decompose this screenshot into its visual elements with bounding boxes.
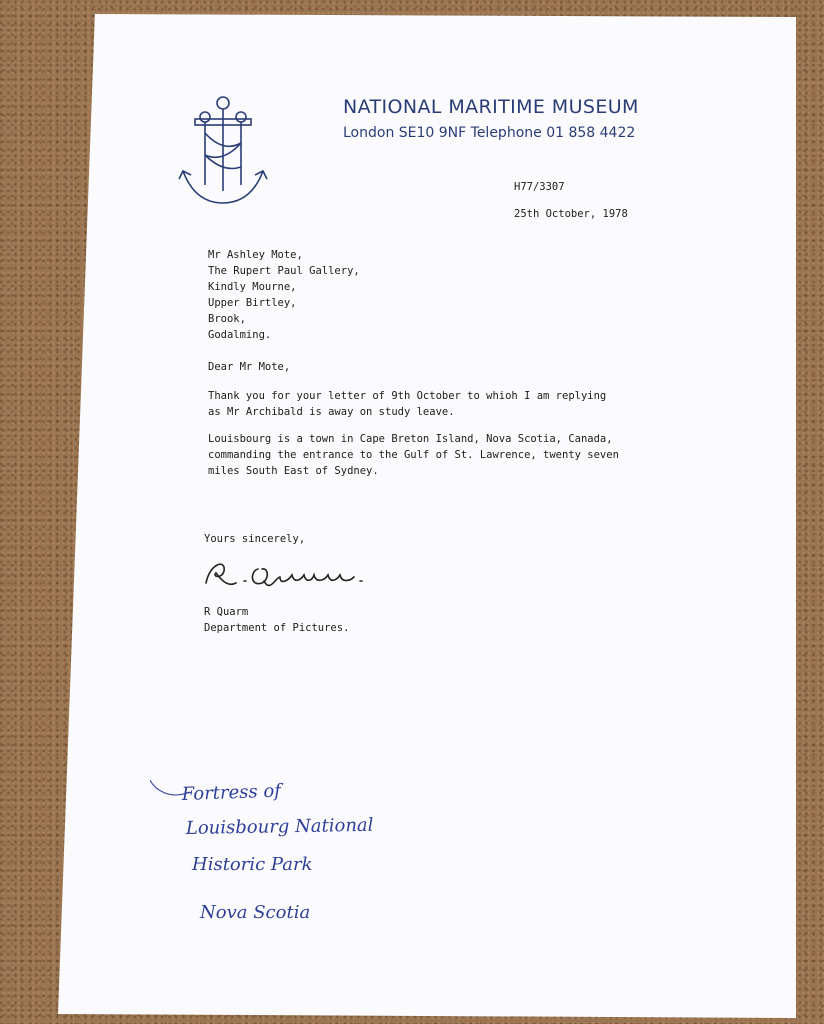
closing: Yours sincerely, bbox=[204, 533, 306, 545]
body-paragraph-1: Thank you for your letter of 9th October to whioh I am replying as Mr Archibald is away on study leave. bbox=[208, 390, 607, 418]
letter-date: 25th October, 1978 bbox=[514, 208, 628, 220]
handwritten-note bbox=[150, 770, 450, 930]
handwritten-line-3: Historic Park bbox=[192, 854, 313, 875]
museum-name: NATIONAL MARITIME MUSEUM bbox=[343, 96, 639, 118]
body-paragraph-2: Louisbourg is a town in Cape Breton Island, Nova Scotia, Canada, commanding the entrance to the Gulf of St. Lawrence, twenty seven miles South East of Sydney. bbox=[208, 433, 619, 477]
signer-block bbox=[204, 604, 349, 636]
signer-name: R Quarm bbox=[204, 606, 249, 618]
handwritten-line-4: Nova Scotia bbox=[200, 902, 311, 923]
museum-address: London SE10 9NF Telephone 01 858 4422 bbox=[343, 125, 636, 141]
handwritten-signature bbox=[200, 553, 400, 595]
handwritten-line-2: Louisbourg National bbox=[185, 814, 374, 839]
handwritten-line-1: Fortress of bbox=[181, 780, 282, 805]
signer-department: Department of Pictures. bbox=[204, 622, 350, 634]
reference-number: H77/3307 bbox=[514, 181, 565, 193]
anchor-logo-icon bbox=[175, 93, 271, 211]
addressee-block: Mr Ashley Mote, The Rupert Paul Gallery, Kindly Mourne, Upper Birtley, Brook, Godalming. bbox=[208, 249, 360, 341]
salutation: Dear Mr Mote, bbox=[208, 361, 291, 373]
